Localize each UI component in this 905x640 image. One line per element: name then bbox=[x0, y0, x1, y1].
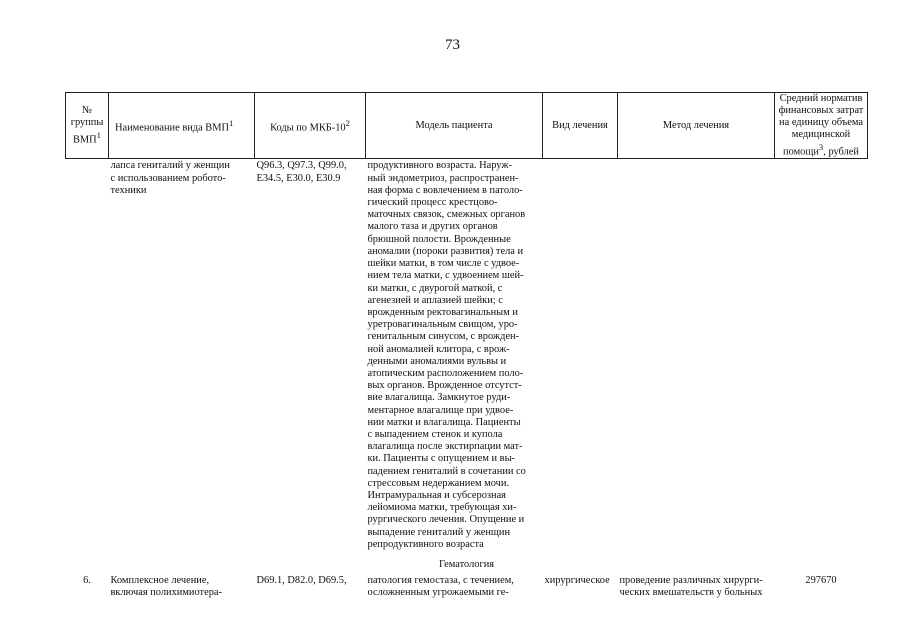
cell-group-number: 6. bbox=[83, 575, 91, 587]
cell-icd-codes: Q96.3, Q97.3, Q99.0, E34.5, E30.0, E30.9 bbox=[256, 160, 347, 184]
header-average-cost: Средний норматив финансовых затрат на единицу объема медицинской помощи$^3$, рублей bbox=[775, 93, 868, 159]
cell-icd-codes: D69.1, D82.0, D69.5, bbox=[256, 575, 347, 587]
cell-vmp-name: лапса гениталий у женщин с использованием робото- техники bbox=[110, 160, 230, 196]
cell-patient-model: продуктивного возраста. Наруж- ный эндометриоз, распространен- ная форма с вовлечением в патоло- гический процесс крестцово- маточных связок, смежных органов малого таза и других органов брюшной полости. Врожденные аномалии (пороки развития) тела и шейки матки, в том числе с удвое- нием тела матки, с удвоением шей- ки матки, с двурогой маткой, с агенезией и аплазией шейки; с врожденным ректовагинальным и уретровагинальным свищом, уро- генитальным синусом, с врожден- ной аномалией клитора, с врож- денными аномалиями вульвы и атопическим расположением поло- вых органов. Врожденное отсутст- вие влагалища. Замкнутое руди- ментарное влагалище при удвое- нии матки и влагалища. Пациенты с выпадением стенок и купола влагалища после экстирпации мат- ки. Пациенты с опущением и вы- падением гениталий в сочетании со стрессовым недержанием мочи. Интрамуральная и субсерозная лейомиома матки, требующая хи- рургического лечения. Опущение и выпадение гениталий у женщин репродуктивного возраста bbox=[367, 160, 526, 550]
cell-treatment-type: хирургическое bbox=[544, 575, 610, 587]
header-vmp-name: Наименование вида ВМП$^1$ bbox=[109, 93, 255, 159]
cell-vmp-name: Комплексное лечение, включая полихимиотера- bbox=[110, 575, 222, 599]
cell-treatment-method: проведение различных хирурги- ческих вмешательств у больных bbox=[619, 575, 763, 599]
cell-patient-model: патология гемостаза, с течением, осложненным угрожаемыми ге- bbox=[367, 575, 514, 599]
cell-group-number bbox=[66, 159, 109, 551]
page-number: 73 bbox=[445, 37, 460, 53]
table-header-row bbox=[66, 93, 868, 159]
cell-average-cost: 297670 bbox=[805, 575, 837, 587]
table-row bbox=[66, 575, 868, 599]
header-patient-model: Модель пациента bbox=[366, 93, 543, 159]
table-row bbox=[66, 159, 868, 551]
section-row bbox=[66, 551, 868, 575]
header-group-number: № группы ВМП$^1$ bbox=[66, 93, 109, 159]
cell-treatment-method bbox=[618, 159, 775, 551]
section-title: Гематология bbox=[438, 558, 495, 570]
vmp-table bbox=[65, 92, 868, 600]
cell-treatment-type bbox=[543, 159, 618, 551]
header-treatment-method: Метод лечения bbox=[618, 93, 775, 159]
header-treatment-type: Вид лечения bbox=[543, 93, 618, 159]
cell-average-cost bbox=[775, 159, 868, 551]
header-icd-codes: Коды по МКБ-$10^2$ bbox=[255, 93, 366, 159]
